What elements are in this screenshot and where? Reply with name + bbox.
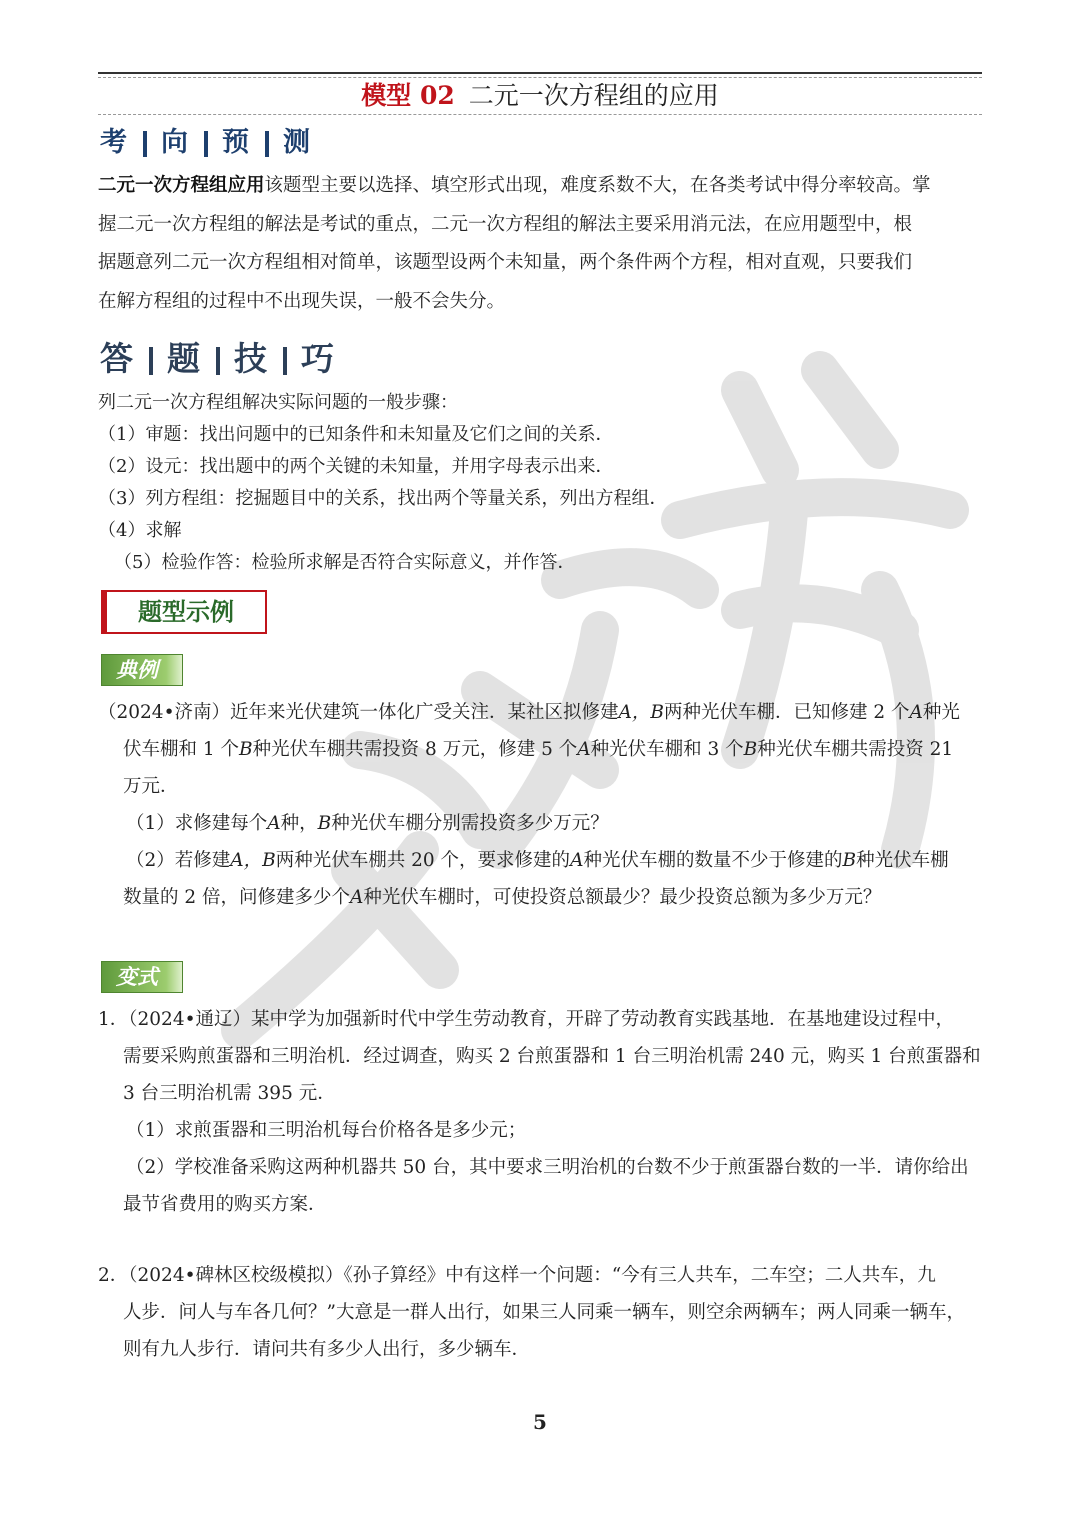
- variable: B: [317, 813, 332, 834]
- model-label: 模型 02: [361, 81, 455, 110]
- problem-line: （2024•济南）近年来光伏建筑一体化广受关注．某社区拟修建A，B两种光伏车棚．已知修建 2 个A种光: [98, 702, 960, 723]
- step-item: （5）检验作答：检验所求解是否符合实际意义，并作答．: [114, 552, 576, 573]
- heading-divider: [143, 131, 147, 157]
- variant-problem-2: [98, 1257, 982, 1368]
- problem-line: 最节省费用的购买方案．: [123, 1194, 327, 1215]
- page-title: [98, 80, 982, 112]
- heading-divider: [216, 347, 220, 375]
- step-item: （1）审题：找出问题中的已知条件和未知量及它们之间的关系．: [98, 424, 614, 445]
- variable: A: [577, 739, 591, 760]
- variant-badge: 变式: [101, 961, 183, 993]
- step-item: （2）设元：找出题中的两个关键的未知量，并用字母表示出来．: [98, 456, 614, 477]
- heading-divider: [204, 131, 208, 157]
- heading-char: 答: [100, 339, 135, 378]
- example-problem: [98, 694, 982, 916]
- variable: B: [239, 739, 253, 760]
- variable: A，B: [230, 850, 276, 871]
- heading-char: 巧: [301, 339, 336, 378]
- paragraph-line: 握二元一次方程组的解法是考试的重点，二元一次方程组的解法主要采用消元法，在应用题型中，根: [98, 213, 913, 235]
- title-text: 二元一次方程组的应用: [468, 81, 719, 110]
- type-example-badge: 题型示例: [101, 590, 267, 634]
- heading-divider: [283, 347, 287, 375]
- problem-line: 1．（2024•通辽）某中学为加强新时代中学生劳动教育，开辟了劳动教育实践基地．在基地建设过程中，: [98, 1009, 955, 1030]
- step-item: （4）求解: [98, 520, 182, 541]
- problem-subquestion: （1）求煎蛋器和三明治机每台价格各是多少元；: [126, 1120, 527, 1141]
- problem-line: 万元．: [123, 776, 179, 797]
- heading-char: 题: [167, 339, 202, 378]
- header-rule: [98, 72, 982, 74]
- variable: B: [842, 850, 857, 871]
- problem-subquestion: （2）若修建A，B两种光伏车棚共 20 个，要求修建的A种光伏车棚的数量不少于修建的B种光伏车棚: [126, 850, 949, 871]
- steps-list: [98, 387, 982, 579]
- heading-char: 技: [234, 339, 269, 378]
- heading-divider: [265, 131, 269, 157]
- header-rule-dashed: [98, 77, 982, 78]
- example-badge: 典例: [101, 654, 183, 686]
- title-underline: [98, 114, 982, 115]
- page-number: 5: [533, 1410, 547, 1434]
- steps-intro: 列二元一次方程组解决实际问题的一般步骤：: [98, 392, 458, 413]
- problem-line: 人步．问人与车各几何？”大意是一群人出行，如果三人同乘一辆车，则空余两辆车；两人同乘一辆车，: [123, 1302, 965, 1323]
- problem-line: 数量的 2 倍，问修建多少个A种光伏车棚时，可使投资总额最少？最少投资总额为多少万元？: [123, 887, 882, 908]
- section-heading-forecast: [100, 120, 312, 159]
- paragraph-line: 在解方程组的过程中不出现失误，一般不会失分。: [98, 290, 506, 312]
- problem-subquestion: （2）学校准备采购这两种机器共 50 台，其中要求三明治机的台数不少于煎蛋器台数的一半．请你给出: [126, 1157, 969, 1178]
- variant-problem-1: [98, 1001, 982, 1223]
- heading-char: 考: [100, 127, 129, 158]
- heading-char: 测: [283, 127, 312, 158]
- problem-line: 则有九人步行．请问共有多少人出行，多少辆车．: [123, 1339, 531, 1360]
- variable: A: [570, 850, 584, 871]
- variable: A: [909, 702, 923, 723]
- heading-char: 向: [161, 127, 190, 158]
- heading-char: 预: [222, 127, 251, 158]
- variable: B: [743, 739, 758, 760]
- forecast-paragraph: [98, 167, 982, 321]
- paragraph-line: 据题意列二元一次方程组相对简单，该题型设两个未知量，两个条件两个方程，相对直观，只要我们: [98, 252, 913, 273]
- problem-line: 3 台三明治机需 395 元．: [123, 1083, 336, 1104]
- paragraph-lead: 二元一次方程组应用: [98, 175, 265, 196]
- variable: A: [267, 813, 281, 834]
- variable: A，B: [618, 702, 664, 723]
- paragraph-line: 该题型主要以选择、填空形式出现，难度系数不大，在各类考试中得分率较高。掌: [264, 175, 931, 196]
- problem-line: 2．（2024•碑林区校级模拟）《孙子算经》中有这样一个问题：“今有三人共车，二车空；二人共车，九: [98, 1265, 936, 1286]
- problem-line: 需要采购煎蛋器和三明治机．经过调查，购买 2 台煎蛋器和 1 台三明治机需 240 元，购买 1 台煎蛋器和: [123, 1046, 981, 1067]
- variable: A: [350, 887, 364, 908]
- problem-subquestion: （1）求修建每个A种，B种光伏车棚分别需投资多少万元？: [126, 813, 609, 834]
- problem-line: 伏车棚和 1 个B种光伏车棚共需投资 8 万元，修建 5 个A种光伏车棚和 3 个B种光伏车棚共需投资 21: [123, 739, 954, 760]
- heading-divider: [149, 347, 153, 375]
- section-heading-tips: [100, 333, 336, 380]
- step-item: （3）列方程组：挖掘题目中的关系，找出两个等量关系，列出方程组．: [98, 488, 668, 509]
